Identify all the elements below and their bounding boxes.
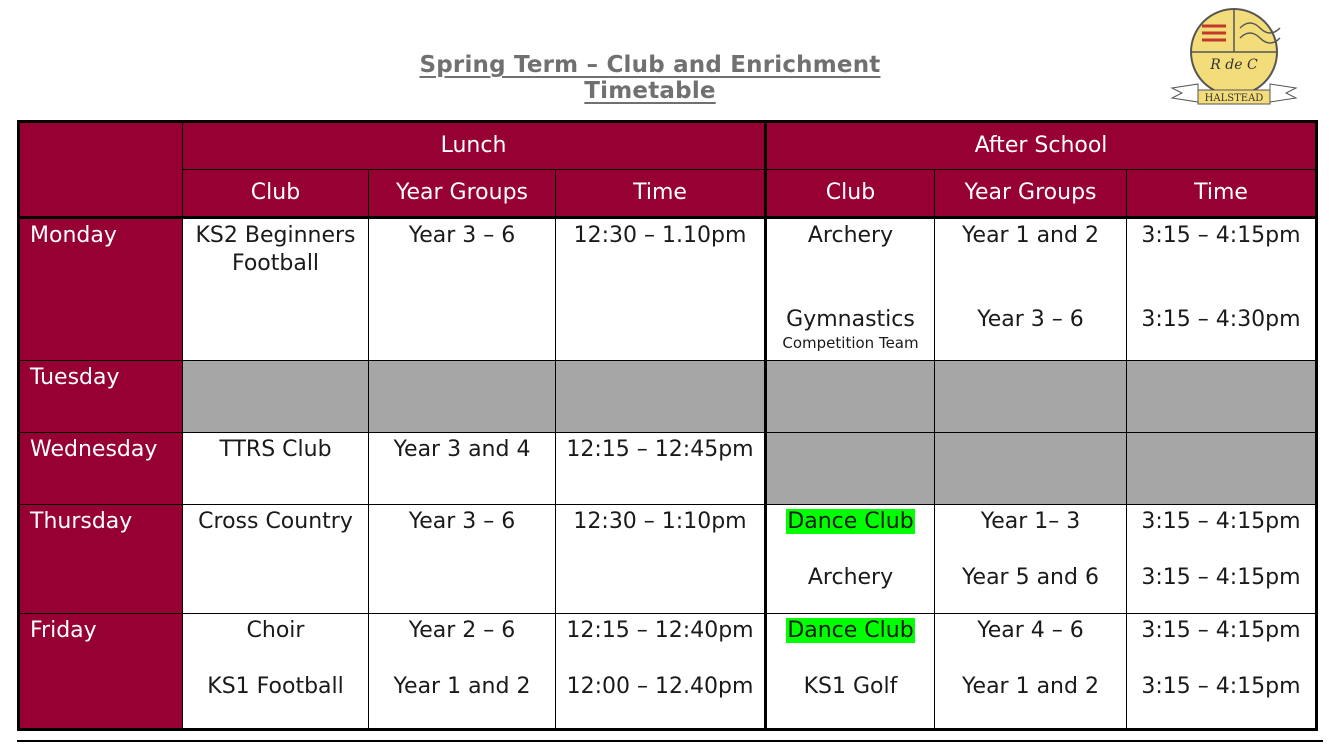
- day-cell: Tuesday: [19, 361, 183, 433]
- day-cell: Friday: [19, 614, 183, 730]
- lunch-years-cell: [369, 505, 556, 614]
- timetable: [17, 120, 1318, 731]
- club-name: KS1 Golf: [803, 674, 898, 699]
- lunch-time-header: Time: [556, 170, 766, 218]
- day-cell: Wednesday: [19, 433, 183, 505]
- after-time-cell: [1127, 505, 1317, 614]
- after-time-header: Time: [1127, 170, 1317, 218]
- lunch-club-cell: [183, 433, 369, 505]
- after-club-cell: [766, 614, 935, 730]
- lunch-club-cell: [183, 614, 369, 730]
- club-name: Gymnastics: [786, 307, 915, 332]
- after-school-header: After School: [766, 122, 1317, 170]
- lunch-club-cell: [183, 505, 369, 614]
- empty-cell: [556, 361, 766, 433]
- table-row: [19, 505, 1317, 614]
- page-bottom-rule: [17, 740, 1323, 742]
- after-time-cell: [1127, 218, 1317, 361]
- lunch-year-groups-header: Year Groups: [369, 170, 556, 218]
- lunch-years-cell: [369, 433, 556, 505]
- time-value: 12:15 – 12:40pm: [566, 618, 754, 643]
- year-groups: Year 2 – 6: [408, 618, 516, 643]
- page-title: Spring Term – Club and Enrichment Timetable: [419, 52, 881, 104]
- empty-cell: [766, 361, 935, 433]
- day-cell: Monday: [19, 218, 183, 361]
- time-value: 12:30 – 1.10pm: [573, 223, 747, 248]
- club-subtitle: Competition Team: [782, 334, 919, 352]
- lunch-header: Lunch: [183, 122, 766, 170]
- year-groups: Year 1 and 2: [962, 223, 1099, 248]
- year-groups: Year 3 – 6: [408, 509, 516, 534]
- crest-banner-text: HALSTEAD: [1204, 93, 1264, 104]
- empty-cell: [1127, 361, 1317, 433]
- club-name: KS1 Football: [207, 674, 344, 699]
- time-value: 12:30 – 1:10pm: [573, 509, 747, 534]
- time-value: 12:00 – 12.40pm: [566, 674, 754, 699]
- after-years-cell: [935, 505, 1127, 614]
- lunch-time-cell: [556, 505, 766, 614]
- after-club-header: Club: [766, 170, 935, 218]
- empty-cell: [369, 361, 556, 433]
- highlighted-club-name: Dance Club: [787, 618, 914, 643]
- crest-initials: R de C: [1210, 57, 1258, 73]
- year-groups: Year 3 – 6: [408, 223, 516, 248]
- club-name: Archery: [807, 565, 894, 590]
- after-years-cell: [935, 218, 1127, 361]
- empty-cell: [183, 361, 369, 433]
- after-club-cell: [766, 218, 935, 361]
- lunch-club-header: Club: [183, 170, 369, 218]
- club-name: KS2 Beginners: [195, 223, 356, 248]
- club-name: Cross Country: [198, 509, 353, 534]
- empty-cell: [935, 361, 1127, 433]
- year-groups: Year 1 and 2: [393, 674, 531, 699]
- after-year-groups-header: Year Groups: [935, 170, 1127, 218]
- year-groups: Year 1– 3: [980, 509, 1081, 534]
- club-name: Football: [231, 251, 320, 276]
- after-club-cell: [766, 505, 935, 614]
- time-value: 12:15 – 12:45pm: [566, 437, 754, 462]
- lunch-time-cell: [556, 614, 766, 730]
- year-groups: Year 3 – 6: [977, 307, 1084, 332]
- year-groups: Year 3 and 4: [393, 437, 531, 462]
- year-groups: Year 1 and 2: [962, 674, 1099, 699]
- club-name: Archery: [807, 223, 894, 248]
- time-value: 3:15 – 4:15pm: [1141, 565, 1301, 590]
- highlighted-club-name: Dance Club: [787, 509, 914, 534]
- time-value: 3:15 – 4:15pm: [1141, 674, 1301, 699]
- lunch-years-cell: [369, 218, 556, 361]
- club-name: Choir: [246, 618, 305, 643]
- time-value: 3:15 – 4:15pm: [1141, 509, 1301, 534]
- after-time-cell: [1127, 614, 1317, 730]
- lunch-club-cell: [183, 218, 369, 361]
- lunch-years-cell: [369, 614, 556, 730]
- year-groups: Year 5 and 6: [962, 565, 1099, 590]
- after-years-cell: [935, 614, 1127, 730]
- year-groups: Year 4 – 6: [977, 618, 1084, 643]
- lunch-time-cell: [556, 218, 766, 361]
- table-row: [19, 218, 1317, 361]
- school-crest-logo: [1168, 6, 1300, 110]
- club-name: TTRS Club: [219, 437, 332, 462]
- corner-header: [19, 122, 183, 218]
- time-value: 3:15 – 4:30pm: [1141, 307, 1301, 332]
- table-row: [19, 614, 1317, 730]
- table-row: [19, 361, 1317, 433]
- empty-cell: [766, 433, 935, 505]
- empty-cell: [935, 433, 1127, 505]
- time-value: 3:15 – 4:15pm: [1141, 223, 1301, 248]
- lunch-time-cell: [556, 433, 766, 505]
- day-cell: Thursday: [19, 505, 183, 614]
- empty-cell: [1127, 433, 1317, 505]
- time-value: 3:15 – 4:15pm: [1141, 618, 1301, 643]
- table-row: [19, 433, 1317, 505]
